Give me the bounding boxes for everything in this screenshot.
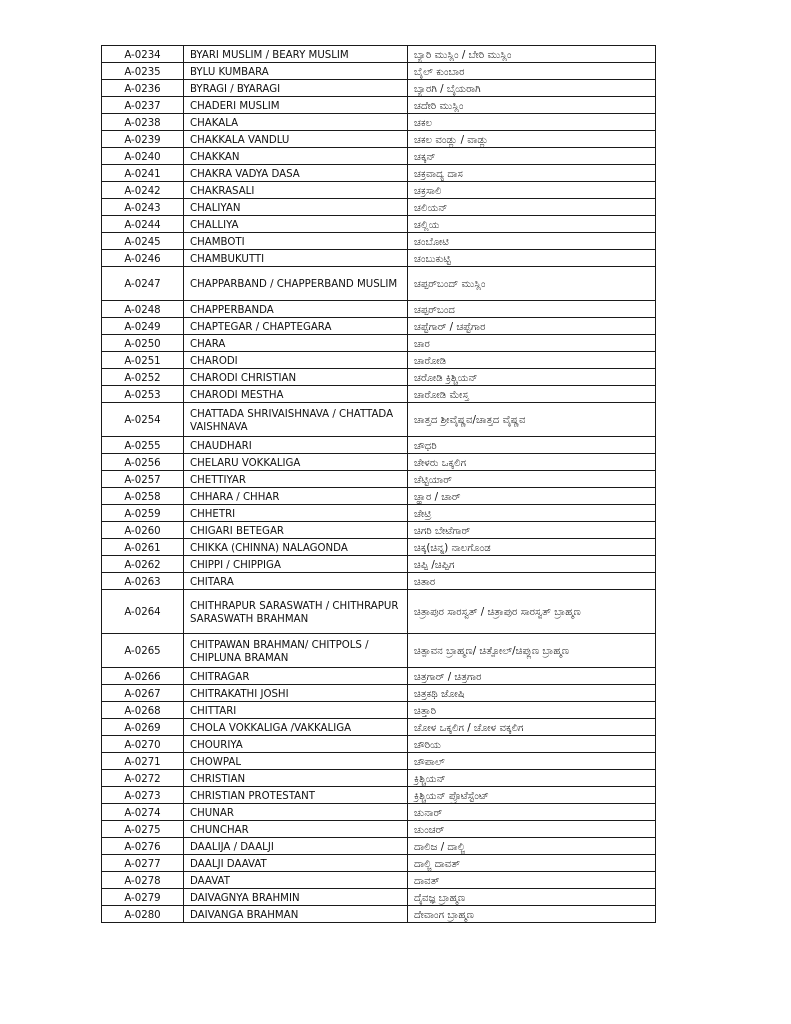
table-row: [102, 216, 656, 233]
name-cell: CHAKRASALI: [184, 182, 408, 199]
code-cell: A-0239: [102, 131, 184, 148]
kannada-cell: ಬೈಲ್ ಕುಂಬಾರ: [408, 63, 656, 80]
table-row: [102, 556, 656, 573]
kannada-cell: ಚೆಟ್ಟಿಯಾರ್: [408, 471, 656, 488]
name-cell: CHUNCHAR: [184, 821, 408, 838]
kannada-cell: ದೈವಜ್ಞ ಬ್ರಾಹ್ಮಣ: [408, 889, 656, 906]
table-row: [102, 685, 656, 702]
code-cell: A-0255: [102, 437, 184, 454]
code-cell: A-0260: [102, 522, 184, 539]
name-cell: CHUNAR: [184, 804, 408, 821]
table-row: [102, 590, 656, 634]
code-cell: A-0236: [102, 80, 184, 97]
code-cell: A-0262: [102, 556, 184, 573]
name-cell: CHITTARI: [184, 702, 408, 719]
name-cell: DAIVAGNYA BRAHMIN: [184, 889, 408, 906]
kannada-cell: ಚುಂಚರ್: [408, 821, 656, 838]
kannada-cell: ಚರೋಡಿ ಕ್ರಿಶ್ಚಿಯನ್: [408, 369, 656, 386]
name-cell: CHALIYAN: [184, 199, 408, 216]
table-row: [102, 787, 656, 804]
kannada-cell: ಬ್ಯಾರಿ ಮುಸ್ಲಿಂ / ಬೇರಿ ಮುಸ್ಲಿಂ: [408, 46, 656, 63]
code-cell: A-0247: [102, 267, 184, 301]
kannada-cell: ಚಿತ್ಪಾವನ ಬ್ರಾಹ್ಮಣ/ ಚಿತ್ಪೋಲ್/ಚಿಪ್ಲುಣ ಬ್ರಾಹ್ಮಣ: [408, 634, 656, 668]
name-cell: CHRISTIAN PROTESTANT: [184, 787, 408, 804]
name-cell: CHATTADA SHRIVAISHNAVA / CHATTADA VAISHNAVA: [184, 403, 408, 437]
code-cell: A-0267: [102, 685, 184, 702]
code-cell: A-0271: [102, 753, 184, 770]
name-cell: CHITRAKATHI JOSHI: [184, 685, 408, 702]
table-row: [102, 736, 656, 753]
code-cell: A-0237: [102, 97, 184, 114]
table-row: [102, 63, 656, 80]
kannada-cell: ಚಕ್ರಸಾಲಿ: [408, 182, 656, 199]
name-cell: CHHARA / CHHAR: [184, 488, 408, 505]
name-cell: DAALIJA / DAALJI: [184, 838, 408, 855]
kannada-cell: ಚಿಗರಿ ಬೇಟೆಗಾರ್: [408, 522, 656, 539]
code-cell: A-0249: [102, 318, 184, 335]
table-row: [102, 182, 656, 199]
kannada-cell: ಕ್ರಿಶ್ಚಿಯನ್: [408, 770, 656, 787]
kannada-cell: ಚಿತ್ರಗಾರ್ / ಚಿತ್ರಗಾರ: [408, 668, 656, 685]
table-row: [102, 403, 656, 437]
code-cell: A-0275: [102, 821, 184, 838]
table-row: [102, 539, 656, 556]
table-row: [102, 906, 656, 923]
kannada-cell: ಚಿತಾರ: [408, 573, 656, 590]
kannada-cell: ಚಿತ್ರಾಪುರ ಸಾರಸ್ವತ್ / ಚಿತ್ರಾಪುರ ಸಾರಸ್ವತ್ ಬ್ರಾಹ್ಮಣ: [408, 590, 656, 634]
name-cell: CHIPPI / CHIPPIGA: [184, 556, 408, 573]
table-row: [102, 386, 656, 403]
code-cell: A-0242: [102, 182, 184, 199]
table-row: [102, 114, 656, 131]
code-cell: A-0258: [102, 488, 184, 505]
name-cell: CHAPTEGAR / CHAPTEGARA: [184, 318, 408, 335]
table-row: [102, 634, 656, 668]
code-cell: A-0246: [102, 250, 184, 267]
code-cell: A-0269: [102, 719, 184, 736]
code-cell: A-0250: [102, 335, 184, 352]
name-cell: CHAKRA VADYA DASA: [184, 165, 408, 182]
kannada-cell: ಚಕಲ: [408, 114, 656, 131]
kannada-cell: ಚಾರೋಡಿ ಮೇಸ್ತ: [408, 386, 656, 403]
name-cell: CHRISTIAN: [184, 770, 408, 787]
table-row: [102, 335, 656, 352]
code-cell: A-0234: [102, 46, 184, 63]
name-cell: BYLU KUMBARA: [184, 63, 408, 80]
name-cell: BYARI MUSLIM / BEARY MUSLIM: [184, 46, 408, 63]
table-row: [102, 165, 656, 182]
table-row: [102, 702, 656, 719]
code-cell: A-0270: [102, 736, 184, 753]
code-cell: A-0264: [102, 590, 184, 634]
code-cell: A-0278: [102, 872, 184, 889]
table-row: [102, 522, 656, 539]
table-row: [102, 471, 656, 488]
code-cell: A-0265: [102, 634, 184, 668]
code-cell: A-0241: [102, 165, 184, 182]
table-row: [102, 267, 656, 301]
code-cell: A-0273: [102, 787, 184, 804]
name-cell: BYRAGI / BYARAGI: [184, 80, 408, 97]
name-cell: CHAKALA: [184, 114, 408, 131]
code-cell: A-0268: [102, 702, 184, 719]
name-cell: CHETTIYAR: [184, 471, 408, 488]
kannada-cell: ಚಿತ್ರಕಥಿ ಜೋಷಿ: [408, 685, 656, 702]
table-row: [102, 80, 656, 97]
table-row: [102, 889, 656, 906]
name-cell: CHAMBUKUTTI: [184, 250, 408, 267]
table-row: [102, 199, 656, 216]
name-cell: CHAKKAN: [184, 148, 408, 165]
kannada-cell: ಚಂಬೋಟಿ: [408, 233, 656, 250]
code-cell: A-0256: [102, 454, 184, 471]
kannada-cell: ಚಲಿಯನ್: [408, 199, 656, 216]
name-cell: CHITPAWAN BRAHMAN/ CHITPOLS / CHIPLUNA BRAMAN: [184, 634, 408, 668]
table-row: [102, 719, 656, 736]
code-cell: A-0254: [102, 403, 184, 437]
table-row: [102, 301, 656, 318]
code-cell: A-0266: [102, 668, 184, 685]
name-cell: CHITARA: [184, 573, 408, 590]
table-row: [102, 872, 656, 889]
caste-list-body: [102, 46, 656, 923]
kannada-cell: ಕ್ರಿಶ್ಚಿಯನ್ ಪ್ರೊಟೆಸ್ಟೆಂಟ್: [408, 787, 656, 804]
table-row: [102, 753, 656, 770]
kannada-cell: ಚಪ್ಪರ್‌ಬಂದ್ ಮುಸ್ಲಿಂ: [408, 267, 656, 301]
kannada-cell: ಚೌಪಾಲ್: [408, 753, 656, 770]
kannada-cell: ಚಕ್ಕನ್: [408, 148, 656, 165]
code-cell: A-0251: [102, 352, 184, 369]
code-cell: A-0257: [102, 471, 184, 488]
name-cell: CHAMBOTI: [184, 233, 408, 250]
table-row: [102, 352, 656, 369]
table-row: [102, 804, 656, 821]
code-cell: A-0261: [102, 539, 184, 556]
kannada-cell: ಚಾರೋಡಿ: [408, 352, 656, 369]
kannada-cell: ಚಿಕ್ಕ(ಚಿನ್ನ) ನಾಲಗೊಂಡ: [408, 539, 656, 556]
kannada-cell: ಚ್ಹಾರ / ಚಾರ್: [408, 488, 656, 505]
kannada-cell: ಚಿಪ್ಪಿ /ಚಿಪ್ಪಿಗ: [408, 556, 656, 573]
name-cell: CHOWPAL: [184, 753, 408, 770]
name-cell: CHOLA VOKKALIGA /VAKKALIGA: [184, 719, 408, 736]
caste-list-table: [101, 45, 656, 923]
table-row: [102, 148, 656, 165]
table-row: [102, 437, 656, 454]
code-cell: A-0253: [102, 386, 184, 403]
table-row: [102, 46, 656, 63]
kannada-cell: ಚಿತ್ತಾರಿ: [408, 702, 656, 719]
table-row: [102, 318, 656, 335]
kannada-cell: ಚೌಧರಿ: [408, 437, 656, 454]
kannada-cell: ಚೋಳ ಒಕ್ಕಲಿಗ / ಚೋಳ ವಕ್ಕಲಿಗ: [408, 719, 656, 736]
kannada-cell: ದಾವತ್: [408, 872, 656, 889]
name-cell: CHADERI MUSLIM: [184, 97, 408, 114]
kannada-cell: ಚಲ್ಲಿಯ: [408, 216, 656, 233]
name-cell: CHITHRAPUR SARASWATH / CHITHRAPUR SARASWATH BRAHMAN: [184, 590, 408, 634]
kannada-cell: ಚೇಳರು ಒಕ್ಕಲಿಗ: [408, 454, 656, 471]
table-row: [102, 855, 656, 872]
table-row: [102, 97, 656, 114]
name-cell: CHALLIYA: [184, 216, 408, 233]
kannada-cell: ದಾಲ್ಜಿ ದಾವತ್: [408, 855, 656, 872]
name-cell: DAALJI DAAVAT: [184, 855, 408, 872]
name-cell: CHAPPARBAND / CHAPPERBAND MUSLIM: [184, 267, 408, 301]
kannada-cell: ಚಕಲ ವಂಡ್ಲು / ವಾಡ್ಲು: [408, 131, 656, 148]
table-row: [102, 505, 656, 522]
kannada-cell: ಚೇಟ್ರಿ: [408, 505, 656, 522]
name-cell: CHIKKA (CHINNA) NALAGONDA: [184, 539, 408, 556]
code-cell: A-0238: [102, 114, 184, 131]
name-cell: CHITRAGAR: [184, 668, 408, 685]
table-row: [102, 821, 656, 838]
kannada-cell: ಚದೇರಿ ಮುಸ್ಲಿಂ: [408, 97, 656, 114]
name-cell: CHAPPERBANDA: [184, 301, 408, 318]
code-cell: A-0243: [102, 199, 184, 216]
name-cell: CHARODI MESTHA: [184, 386, 408, 403]
code-cell: A-0272: [102, 770, 184, 787]
code-cell: A-0263: [102, 573, 184, 590]
kannada-cell: ಚುನಾರ್: [408, 804, 656, 821]
table-row: [102, 838, 656, 855]
code-cell: A-0244: [102, 216, 184, 233]
name-cell: CHARODI CHRISTIAN: [184, 369, 408, 386]
kannada-cell: ಚೌರಿಯ: [408, 736, 656, 753]
name-cell: CHARA: [184, 335, 408, 352]
code-cell: A-0276: [102, 838, 184, 855]
kannada-cell: ಬ್ಯಾರಗಿ / ಬೈಯರಾಗಿ: [408, 80, 656, 97]
kannada-cell: ಚಪ್ಪರ್‌ಬಂದ: [408, 301, 656, 318]
code-cell: A-0240: [102, 148, 184, 165]
code-cell: A-0279: [102, 889, 184, 906]
table-row: [102, 573, 656, 590]
table-row: [102, 250, 656, 267]
code-cell: A-0235: [102, 63, 184, 80]
name-cell: CHHETRI: [184, 505, 408, 522]
name-cell: CHELARU VOKKALIGA: [184, 454, 408, 471]
code-cell: A-0274: [102, 804, 184, 821]
table-row: [102, 369, 656, 386]
code-cell: A-0245: [102, 233, 184, 250]
table-row: [102, 233, 656, 250]
table-row: [102, 770, 656, 787]
name-cell: CHIGARI BETEGAR: [184, 522, 408, 539]
code-cell: A-0252: [102, 369, 184, 386]
name-cell: CHAUDHARI: [184, 437, 408, 454]
code-cell: A-0277: [102, 855, 184, 872]
code-cell: A-0280: [102, 906, 184, 923]
name-cell: DAIVANGA BRAHMAN: [184, 906, 408, 923]
table-row: [102, 131, 656, 148]
kannada-cell: ಚಕ್ರವಾದ್ಯ ದಾಸ: [408, 165, 656, 182]
kannada-cell: ದೇವಾಂಗ ಬ್ರಾಹ್ಮಣ: [408, 906, 656, 923]
kannada-cell: ಚಪ್ಟೆಗಾರ್ / ಚಪ್ಟೆಗಾರ: [408, 318, 656, 335]
kannada-cell: ಚಂಬುಕುಟ್ಟಿ: [408, 250, 656, 267]
table-row: [102, 488, 656, 505]
kannada-cell: ಚಾರ: [408, 335, 656, 352]
name-cell: CHARODI: [184, 352, 408, 369]
table-row: [102, 454, 656, 471]
name-cell: DAAVAT: [184, 872, 408, 889]
kannada-cell: ದಾಲಿಜ / ದಾಲ್ಜಿ: [408, 838, 656, 855]
name-cell: CHAKKALA VANDLU: [184, 131, 408, 148]
code-cell: A-0259: [102, 505, 184, 522]
code-cell: A-0248: [102, 301, 184, 318]
table-row: [102, 668, 656, 685]
name-cell: CHOURIYA: [184, 736, 408, 753]
kannada-cell: ಚಾತ್ತದ ಶ್ರೀವೈಷ್ಣವ/ಚಾತ್ತದ ವೈಷ್ಣವ: [408, 403, 656, 437]
